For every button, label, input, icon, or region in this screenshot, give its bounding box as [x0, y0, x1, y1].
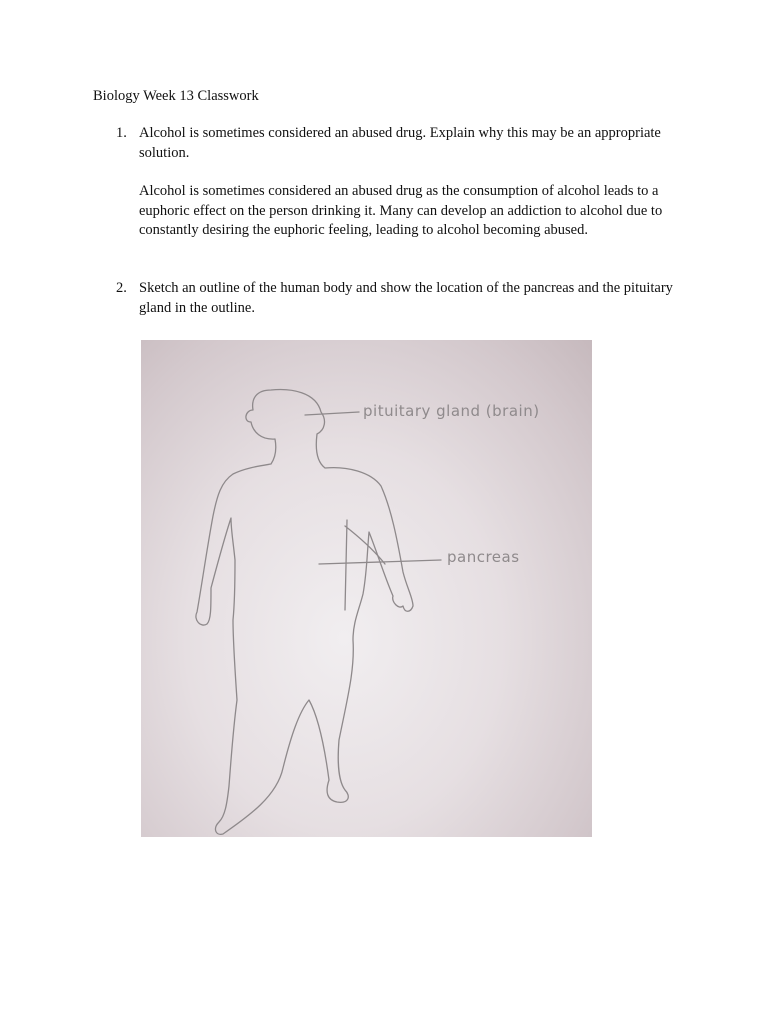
pituitary-label: pituitary gland (brain) [363, 402, 540, 420]
question-body [139, 279, 676, 318]
question-prompt: Sketch an outline of the human body and show the location of the pancreas and the pituitary gland in the outline. [139, 280, 673, 316]
body-outline [196, 390, 413, 835]
pituitary-pointer-line [305, 412, 359, 415]
pancreas-label: pancreas [447, 548, 520, 566]
question-number: 2. [116, 280, 127, 296]
question-2 [116, 279, 676, 318]
pancreas-marker [345, 520, 385, 610]
page-title: Biology Week 13 Classwork [93, 88, 259, 104]
question-body [139, 124, 676, 241]
question-number: 1. [116, 125, 127, 141]
question-answer: Alcohol is sometimes considered an abused drug as the consumption of alcohol leads to a euphoric effect on the person drinking it. Many can develop an addiction to alcohol due to constantly desiring the euphoric feeling, leading to alcohol becoming abused. [139, 183, 663, 238]
question-prompt: Alcohol is sometimes considered an abused drug. Explain why this may be an appropriate solution. [139, 125, 661, 161]
question-1 [116, 124, 676, 241]
body-outline-sketch [141, 340, 592, 837]
body-sketch-photo [141, 340, 592, 837]
